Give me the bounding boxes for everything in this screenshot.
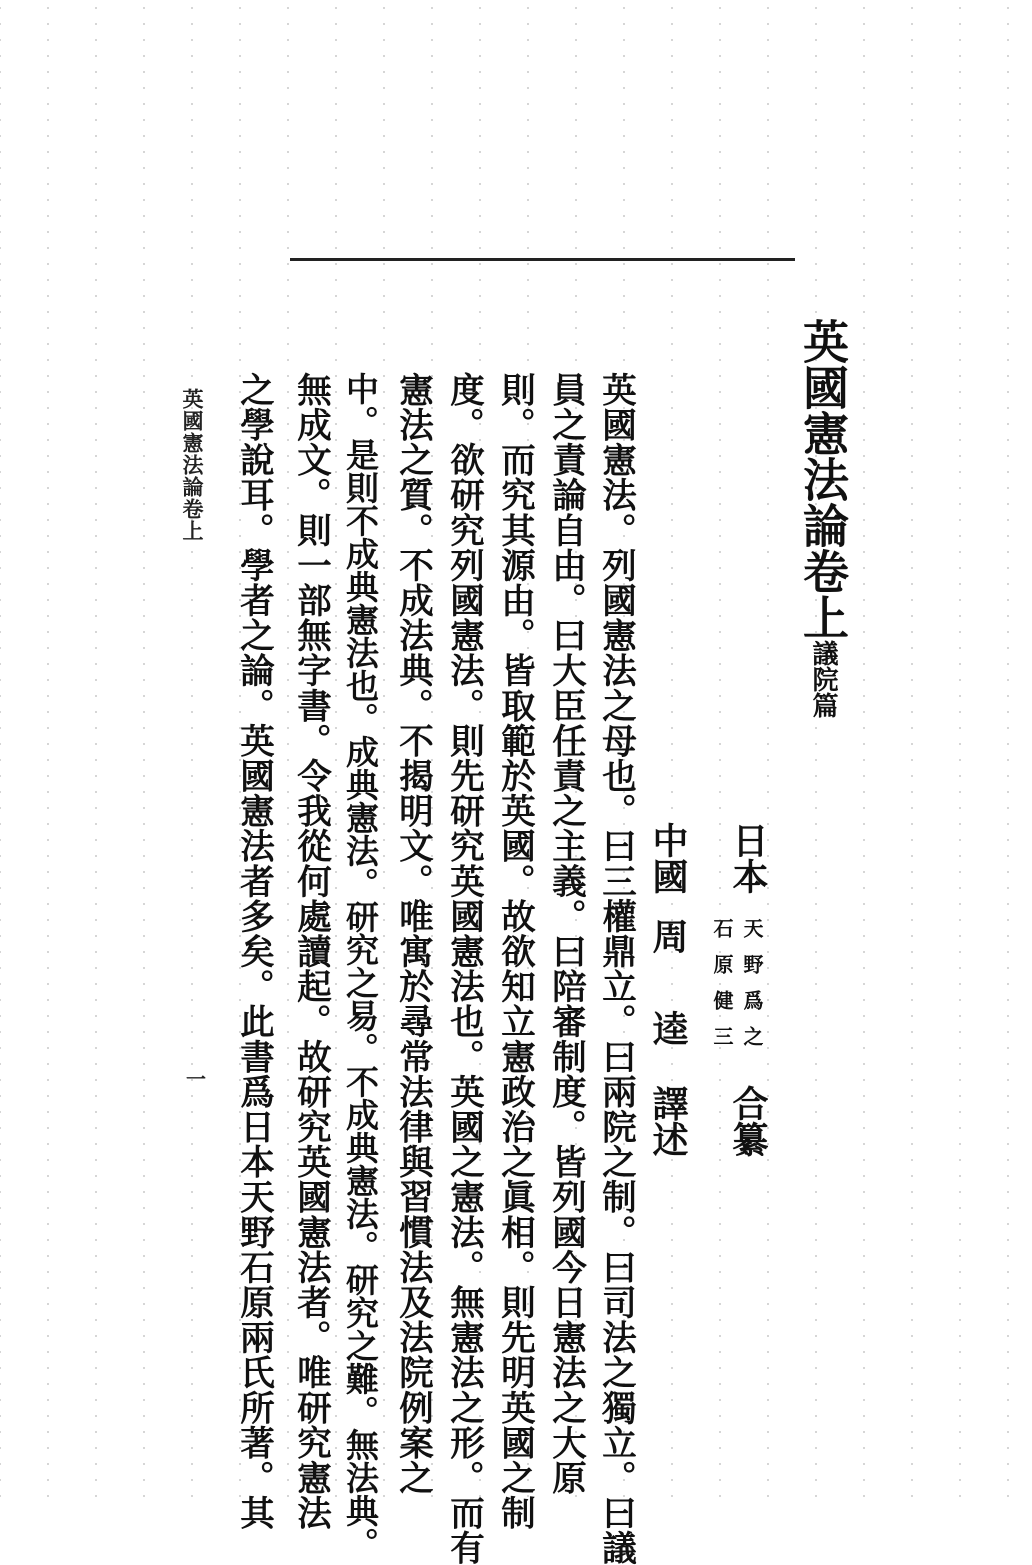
body-column-6: 中。是則不成典憲法也。成典憲法。研究之易。不成典憲法。研究之難。無法典。 [341, 372, 380, 1560]
body-column-3: 則。而究其源由。皆取範於英國。故欲知立憲政治之眞相。則先明英國之制 [494, 372, 535, 1531]
top-rule-divider [290, 258, 795, 261]
translator-role: 譯述 [647, 1085, 689, 1157]
body-column-5: 憲法之質。不成法典。不揭明文。唯寓於尋常法律與習慣法及法院例案之 [392, 372, 433, 1496]
page-number: 一 [186, 1067, 206, 1091]
title-subtitle: 議院篇 [808, 640, 838, 718]
body-column-8: 之學說耳。學者之論。英國憲法者多矣。此書爲日本天野石原兩氏所著。其 [233, 372, 274, 1531]
running-head: 英國憲法論卷上 [180, 388, 205, 542]
author-role: 合纂 [727, 1085, 769, 1157]
author-name: 石原健三 [710, 918, 734, 1062]
translator-name-part1: 周 [647, 918, 689, 954]
author-name: 天野爲之 [740, 918, 764, 1062]
translator-country: 中國 [647, 822, 689, 894]
body-column-1: 英國憲法。列國憲法之母也。曰三權鼎立。曰兩院之制。曰司法之獨立。曰議 [595, 372, 636, 1565]
author-country: 日本 [727, 822, 769, 894]
title-text: 英國憲法論卷上 [796, 318, 850, 640]
body-column-7: 無成文。則一部無字書。令我從何處讀起。故研究英國憲法者。唯研究憲法 [290, 372, 331, 1531]
translator-name-part2: 逵 [647, 1010, 689, 1046]
page-title [796, 318, 850, 718]
body-column-4: 度。欲研究列國憲法。則先研究英國憲法也。英國之憲法。無憲法之形。而有 [443, 372, 484, 1565]
author-names [712, 918, 762, 1062]
body-column-2: 員之責論自由。曰大臣任責之主義。曰陪審制度。皆列國今日憲法之大原 [545, 372, 586, 1496]
